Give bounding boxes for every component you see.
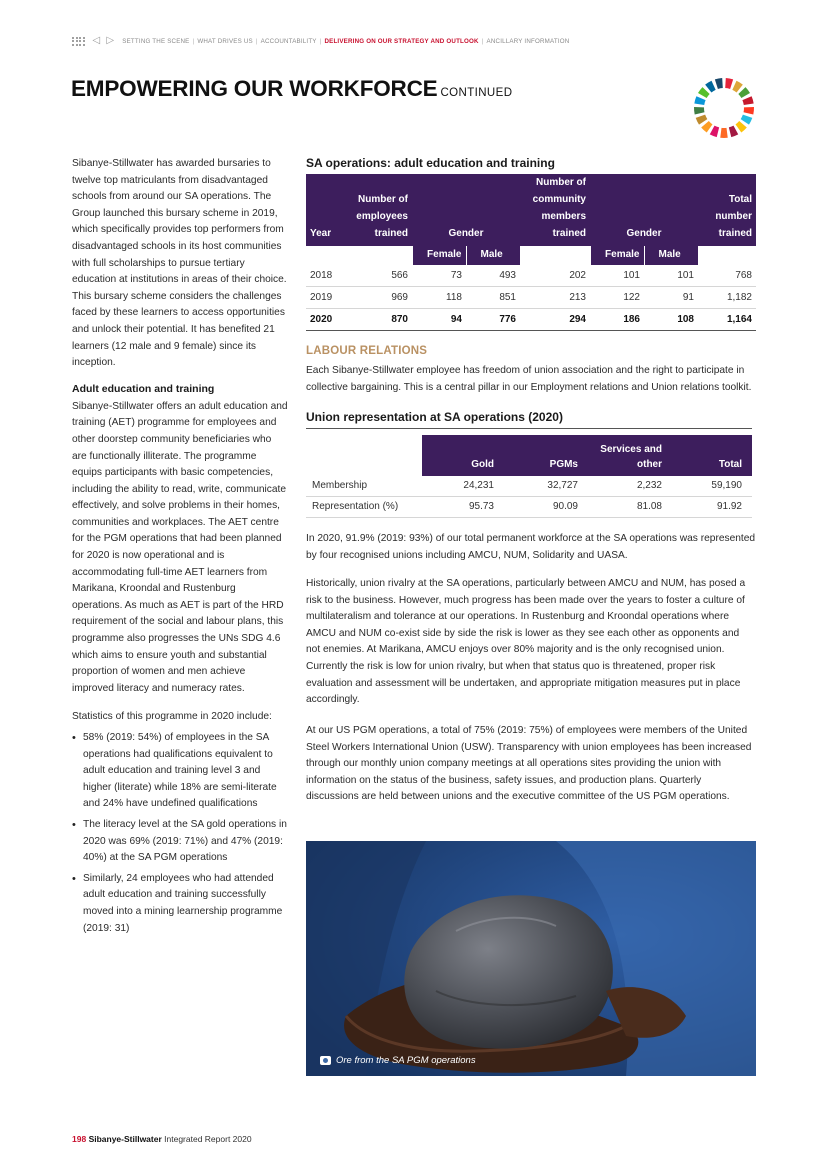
aet-paragraph: Sibanye-Stillwater offers an adult education and training (AET) programme for employees and other doorstep community beneficiaries who are functionally illiterate. The programme equips participants with basic competencies, including the ability to read, write, communicate effectively, and solve problems in their homes, communities and workplaces. The AET centre for the PGM operations that had been planned for 2020 is now operational and is accommodating full-time AET learners from Marikana, Kroondal and Rustenburg operations. As much as AET is part of the HRD requirement of the social and labour plans, this programme also progresses the UNs SDG 4.6 which aims to ensure youth and substantial proportion of women and men achieve improved literacy and numeracy rates.	[72, 400, 288, 694]
footer-brand: Sibanye-Stillwater	[88, 1134, 162, 1144]
cell: 91.92	[672, 497, 752, 518]
nav-setting-the-scene[interactable]: SETTING THE SCENE	[122, 37, 190, 45]
cell: 91	[644, 287, 698, 309]
header-employees-trained: Number of employees trained	[352, 174, 412, 246]
table-row	[306, 309, 756, 331]
previous-page-icon[interactable]: ◁	[92, 35, 101, 46]
ore-photo	[306, 841, 756, 1076]
cell: 1,182	[698, 287, 756, 309]
union-representation-paragraph: In 2020, 91.9% (2019: 93%) of our total permanent workforce at the SA operations was represented by four recognised unions including AMCU, NUM, Solidarity and UASA.	[306, 533, 756, 561]
sdg-segment	[694, 96, 705, 105]
camera-icon	[320, 1056, 331, 1065]
page-number: 198	[72, 1134, 87, 1144]
cell: 122	[590, 287, 644, 309]
cell: 294	[520, 309, 590, 331]
top-navigation	[72, 34, 572, 48]
statistics-intro: Statistics of this programme in 2020 include:	[72, 711, 272, 723]
sdg-segment	[736, 121, 747, 133]
header-female: Female	[412, 246, 466, 265]
footer-report-name: Integrated Report 2020	[164, 1134, 252, 1144]
cell: 2018	[306, 265, 352, 287]
sdg-segment	[694, 107, 704, 114]
cell: 213	[520, 287, 590, 309]
sdg-segment	[720, 128, 727, 138]
cell: 202	[520, 265, 590, 287]
header-gold: Gold	[422, 435, 504, 476]
cell: 90.09	[504, 497, 588, 518]
cell: 2019	[306, 287, 352, 309]
aet-table	[306, 174, 756, 331]
cell: 101	[590, 265, 644, 287]
cell: 81.08	[588, 497, 672, 518]
page-title-suffix: CONTINUED	[440, 87, 513, 99]
header-gender: Gender	[412, 174, 520, 246]
cell: 851	[466, 287, 520, 309]
cell: 101	[644, 265, 698, 287]
cell: 2,232	[588, 476, 672, 497]
cell: 73	[412, 265, 466, 287]
nav-separator: |	[192, 37, 195, 45]
nav-delivering-on-strategy[interactable]: DELIVERING ON OUR STRATEGY AND OUTLOOK	[324, 37, 479, 45]
next-page-icon[interactable]: ▷	[106, 35, 115, 46]
sdg-segment	[710, 126, 719, 138]
cell: 186	[590, 309, 644, 331]
labour-relations-paragraph: Each Sibanye-Stillwater employee has freedom of union association and the right to participate in collective bargaining. This is a central pillar in our Employment relations and Union relations toolkit.	[306, 365, 752, 393]
us-pgm-union-paragraph: At our US PGM operations, a total of 75% (2019: 75%) of employees were members of the United Steel Workers International Union (USW). Transparency with union employees has been increased through our monthly union company meetings at all operations sites providing the union with information on the status of the business, safety issues, and production plans. Quarterly discussions are held between unions and the executive committee of the US PGM operations.	[306, 725, 752, 803]
table-row	[306, 476, 752, 497]
header-male: Male	[466, 246, 520, 265]
sdg-segment	[701, 121, 712, 133]
cell: Representation (%)	[306, 497, 422, 518]
cell: 776	[466, 309, 520, 331]
nav-what-drives-us[interactable]: WHAT DRIVES US	[197, 37, 253, 45]
header-services-other: Services and other	[588, 435, 672, 476]
nav-accountability[interactable]: ACCOUNTABILITY	[260, 37, 317, 45]
labour-relations-heading: LABOUR RELATIONS	[306, 345, 428, 357]
cell: 870	[352, 309, 412, 331]
cell: 94	[412, 309, 466, 331]
header-male: Male	[644, 246, 698, 265]
cell: 95.73	[422, 497, 504, 518]
cell: Membership	[306, 476, 422, 497]
sdg-segment	[696, 115, 708, 125]
sdg-segment	[705, 81, 716, 93]
cell: 2020	[306, 309, 352, 331]
header-pgms: PGMs	[504, 435, 588, 476]
header-total-trained: Total number trained	[698, 174, 756, 246]
header-year: Year	[306, 174, 352, 246]
header-female: Female	[590, 246, 644, 265]
right-column	[306, 156, 756, 518]
union-table	[306, 435, 752, 518]
aet-table-title: SA operations: adult education and training	[306, 156, 555, 170]
sdg-segment	[741, 115, 753, 125]
table-row	[306, 287, 756, 309]
nav-ancillary-information[interactable]: ANCILLARY INFORMATION	[486, 37, 570, 45]
header-community-trained: Number of community members trained	[520, 174, 590, 246]
cell: 24,231	[422, 476, 504, 497]
table-row	[306, 497, 752, 518]
list-item: • The literacy level at the SA gold operations in 2020 was 69% (2019: 71%) and 47% (2019: 40%) at the SA PGM operations	[72, 817, 288, 867]
union-rivalry-paragraph: Historically, union rivalry at the SA operations, particularly between AMCU and NUM, has posed a risk to the business. However, much progress has been made over the years to foster a culture of multilateralism and tolerance at our operations. In Rustenburg and Kroondal operations where AMCU and NUM co-exist side by side the risk is lower as they see each other as opponents and not enemies. At Marikana, AMCU enjoys over 80% majority and is the only recognised union. Currently the risk is low for union rivalry, but when that status quo is threatened, proper risk evaluation and assessment will be undertaken, and appropriate mitigation measures put in place accordingly.	[306, 578, 746, 706]
sdg-segment	[742, 96, 753, 105]
nav-separator: |	[481, 37, 484, 45]
cell: 493	[466, 265, 520, 287]
cell: 108	[644, 309, 698, 331]
sdg-segment	[715, 78, 723, 89]
list-item: • 58% (2019: 54%) of employees in the SA operations had qualifications equivalent to adult education and training level 3 and higher (literate) while 18% are semi-literate and 24% have undefined qualifications	[72, 730, 288, 813]
grid-menu-icon[interactable]	[72, 37, 85, 46]
page-footer	[72, 1134, 252, 1144]
page-title	[71, 76, 512, 102]
cell: 1,164	[698, 309, 756, 331]
photo-caption-text: Ore from the SA PGM operations	[336, 1055, 476, 1066]
statistics-list	[72, 730, 288, 937]
bursary-paragraph: Sibanye-Stillwater has awarded bursaries to twelve top matriculants from disadvantaged schools from around our SA operations. The Group launched this bursary scheme in 2019, which specifically provides top performers from disadvantaged schools in its host communities with full scholarships to pursue tertiary education at institutions in areas of their choice. This bursary scheme considers the challenges faced by these learners to access opportunities and unlock their potential. It has benefited 21 learners (12 male and 9 female) since its inception.	[72, 158, 287, 369]
cell: 566	[352, 265, 412, 287]
nav-separator: |	[319, 37, 322, 45]
sdg-segment	[698, 87, 710, 98]
page-title-text: EMPOWERING OUR WORKFORCE	[71, 76, 438, 101]
sdg-segment	[729, 126, 738, 138]
nav-separator: |	[255, 37, 258, 45]
cell: 59,190	[672, 476, 752, 497]
sdg-wheel-icon	[692, 76, 756, 140]
aet-heading: Adult education and training	[72, 382, 215, 395]
cell: 32,727	[504, 476, 588, 497]
union-table-title: Union representation at SA operations (2020)	[306, 410, 752, 429]
sdg-segment	[738, 87, 750, 98]
hand-holding-ore-illustration	[306, 841, 756, 1076]
sdg-segment	[732, 81, 743, 93]
cell: 118	[412, 287, 466, 309]
photo-caption	[320, 1055, 476, 1066]
sdg-segment	[744, 107, 754, 114]
table-row	[306, 265, 756, 287]
header-gender: Gender	[590, 174, 698, 246]
cell: 768	[698, 265, 756, 287]
list-item: • Similarly, 24 employees who had attended adult education and training successfully moved into a mining learnership programme (2019: 31)	[72, 871, 288, 937]
header-total: Total	[672, 435, 752, 476]
cell: 969	[352, 287, 412, 309]
sdg-segment	[725, 78, 733, 89]
left-column	[72, 156, 288, 941]
